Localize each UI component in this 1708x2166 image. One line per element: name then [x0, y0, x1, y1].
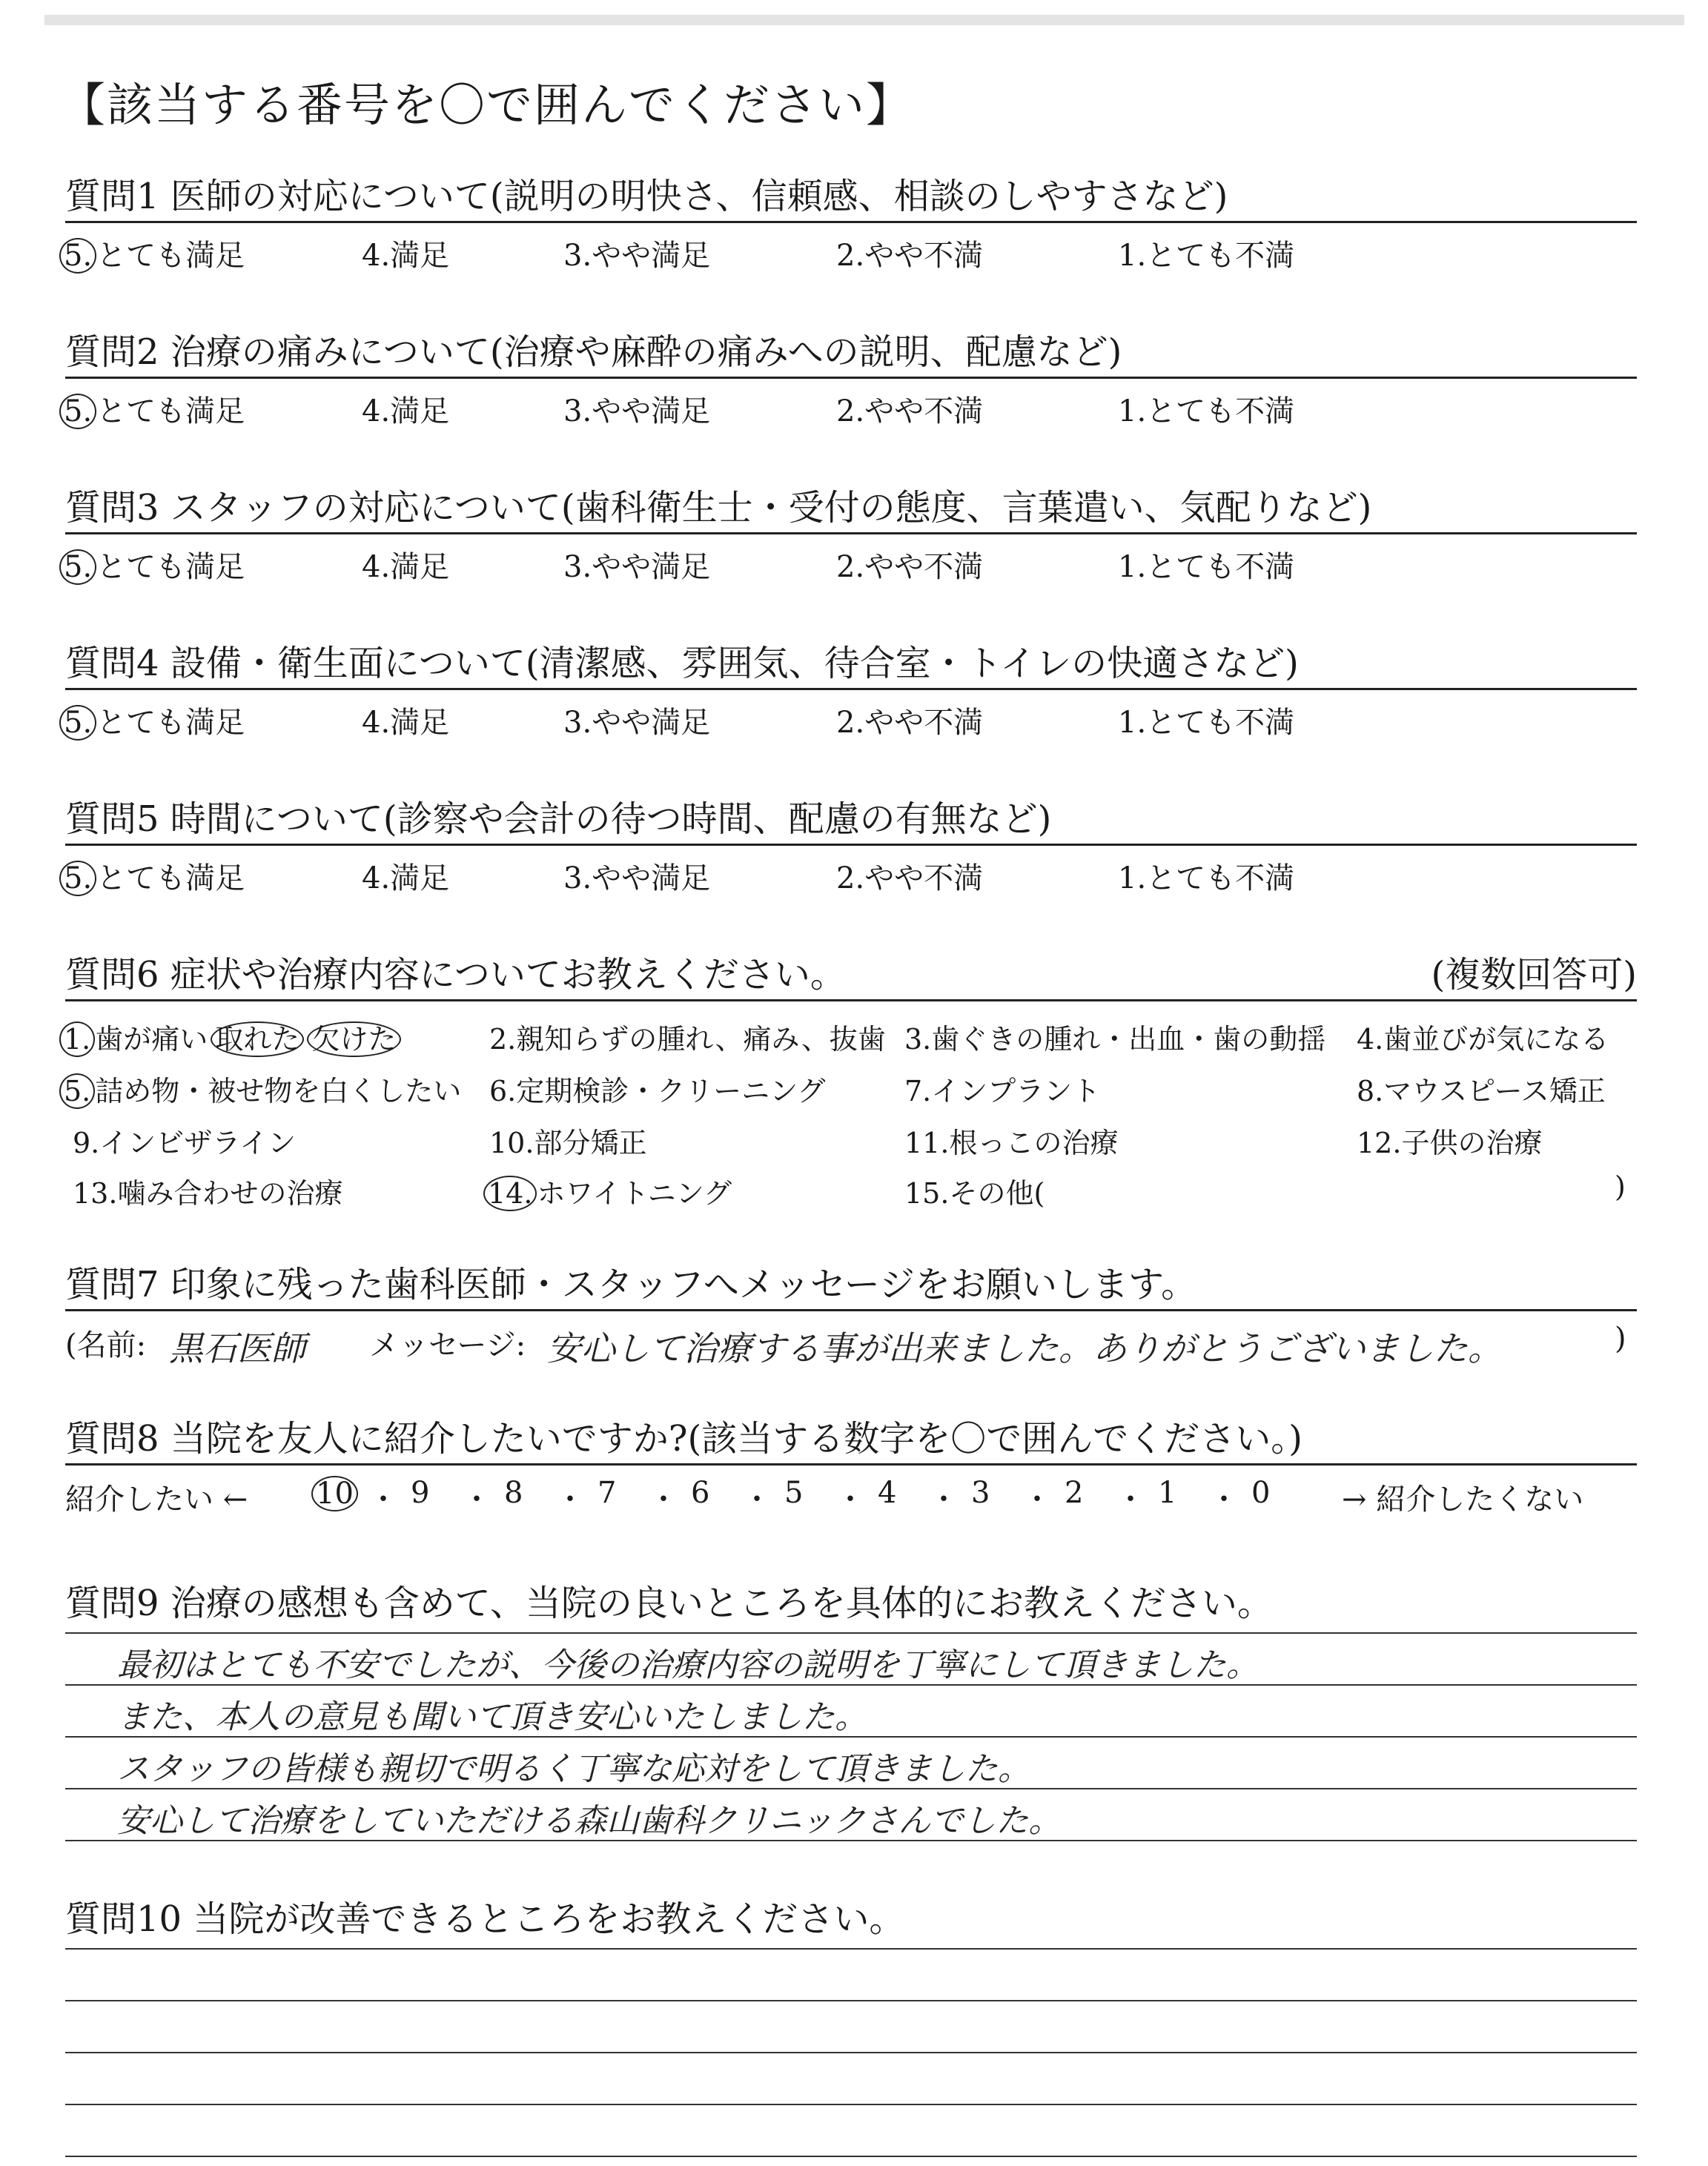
scale-value-2[interactable]: 2 [1065, 1476, 1084, 1510]
option-label: とても満足 [96, 861, 245, 895]
recommend-scale [65, 1465, 1637, 1525]
circle-mark: 5. [59, 394, 96, 429]
option-2[interactable]: 2.やや不満 [836, 550, 984, 584]
scale-right-label: → 紹介したくない [1342, 1483, 1584, 1517]
name-value[interactable]: 黒石医師 [169, 1328, 305, 1368]
option-4[interactable]: 4.満足 [362, 861, 450, 895]
option-num: 11. [904, 1127, 950, 1159]
option-1[interactable]: 1.とても不満 [1118, 706, 1295, 740]
q6-option-14[interactable] [489, 1170, 732, 1211]
rule-line [65, 1840, 1637, 1841]
scan-edge [44, 15, 1684, 25]
rule-line [65, 1736, 1637, 1738]
scale-dot: ・ [742, 1483, 772, 1517]
question-1-options [65, 223, 1637, 272]
option-3[interactable]: 3.やや満足 [563, 861, 711, 895]
option-num: 15. [904, 1177, 950, 1210]
option-label: とても満足 [96, 550, 245, 584]
question-4-options [65, 690, 1637, 739]
option-3[interactable]: 3.やや満足 [563, 550, 711, 584]
question-5-options [65, 846, 1637, 895]
rule-line [65, 1684, 1637, 1686]
scale-dot: ・ [835, 1483, 865, 1517]
circle-mark: 欠けた [307, 1021, 400, 1057]
question-9-title: 質問9 治療の感想も含めて、当院の良いところを具体的にお教えください。 [65, 1583, 1273, 1624]
option-label: 定期検診・クリーニング [516, 1075, 826, 1107]
option-3[interactable]: 3.やや満足 [563, 239, 711, 273]
scale-value-6[interactable]: 6 [691, 1476, 710, 1510]
option-5[interactable] [65, 699, 245, 741]
question-10-title: 質問10 当院が改善できるところをお教えください。 [65, 1898, 905, 1940]
name-label: (名前: [65, 1328, 147, 1362]
answer-line-2: また、本人の意見も聞いて頂き安心いたしました。 [117, 1698, 867, 1736]
question-4-title: 質問4 設備・衛生面について(清潔感、雰囲気、待合室・トイレの快適さなど) [65, 639, 1637, 690]
rule-line [65, 2052, 1637, 2053]
option-label: 歯が痛い [95, 1023, 208, 1056]
option-num: 10. [489, 1127, 534, 1159]
option-label: とても満足 [96, 239, 245, 273]
message-value[interactable]: 安心して治療する事が出来ました。ありがとうございました。 [547, 1328, 1502, 1368]
option-label: 子供の治療 [1401, 1127, 1543, 1159]
option-label: 部分矯正 [534, 1127, 647, 1159]
scale-dot: ・ [1209, 1483, 1239, 1517]
q6-option-11[interactable] [904, 1120, 1118, 1161]
question-1-title: 質問1 医師の対応について(説明の明快さ、信頼感、相談のしやすさなど) [65, 172, 1637, 223]
scale-value-4[interactable]: 4 [878, 1476, 897, 1510]
option-num: 2. [489, 1023, 517, 1056]
circle-mark: 5. [59, 238, 96, 274]
option-label: 歯ぐきの腫れ・出血・歯の動揺 [931, 1023, 1326, 1056]
question-9-answer-area[interactable] [65, 1628, 1637, 1850]
option-1[interactable]: 1.とても不満 [1118, 550, 1295, 584]
rule-line [65, 2000, 1637, 2001]
option-4[interactable]: 4.満足 [362, 550, 450, 584]
option-label: 詰め物・被せ物を白くしたい [95, 1075, 462, 1107]
option-label: 親知らずの腫れ、痛み、抜歯 [516, 1023, 886, 1056]
q6-option-13[interactable] [73, 1170, 342, 1211]
question-6-text: 質問6 症状や治療内容についてお教えください。 [65, 954, 846, 996]
rule-line [65, 1632, 1637, 1634]
q6-option-10[interactable] [489, 1120, 646, 1161]
q6-option-2[interactable] [489, 1016, 886, 1057]
scale-dot: ・ [555, 1483, 585, 1517]
option-1[interactable]: 1.とても不満 [1118, 394, 1295, 428]
option-num: 7. [904, 1075, 932, 1107]
question-2 [65, 328, 1637, 428]
scale-dot: ・ [929, 1483, 959, 1517]
option-label: インビザライン [99, 1127, 297, 1159]
option-4[interactable]: 4.満足 [362, 706, 450, 740]
q6-other-close-paren: ) [1615, 1170, 1626, 1203]
option-2[interactable]: 2.やや不満 [836, 239, 984, 273]
answer-line-1: 最初はとても不安でしたが、今後の治療内容の説明を丁寧にして頂きました。 [117, 1646, 1259, 1684]
q6-option-4[interactable] [1357, 1016, 1609, 1057]
circle-mark: 5. [59, 861, 96, 896]
option-num: 4. [1357, 1023, 1384, 1056]
option-label: その他( [949, 1177, 1045, 1210]
q6-option-15[interactable] [904, 1170, 1045, 1211]
scale-value-3[interactable]: 3 [971, 1476, 990, 1510]
q6-option-3[interactable] [904, 1016, 1325, 1057]
circle-mark: 取れた [211, 1021, 304, 1057]
circle-mark: 5. [59, 549, 96, 585]
question-10-answer-area[interactable] [65, 1944, 1637, 2166]
answer-line-3: スタッフの皆様も親切で明るく丁寧な応対をして頂きました。 [117, 1750, 1030, 1788]
circle-mark: 14. [483, 1176, 537, 1211]
scale-dot: ・ [368, 1483, 398, 1517]
option-5[interactable] [65, 543, 245, 586]
scale-value-10[interactable]: 10 [311, 1476, 358, 1511]
option-label: 根っこの治療 [949, 1127, 1119, 1159]
q6-option-1[interactable] [65, 1016, 401, 1057]
question-3-title: 質問3 スタッフの対応について(歯科衛生士・受付の態度、言葉遣い、気配りなど) [65, 483, 1637, 534]
scale-value-1[interactable]: 1 [1158, 1476, 1177, 1510]
option-1[interactable]: 1.とても不満 [1118, 861, 1295, 895]
question-6-title [65, 950, 1637, 1001]
scale-value-9[interactable]: 9 [411, 1476, 430, 1510]
question-9 [65, 1579, 1637, 1850]
option-label: とても満足 [96, 394, 245, 428]
question-7 [65, 1260, 1637, 1368]
q6-option-7[interactable] [904, 1068, 1100, 1109]
option-num: 13. [73, 1177, 118, 1210]
scale-left-label: 紹介したい ← [65, 1483, 248, 1517]
option-4[interactable]: 4.満足 [362, 394, 450, 428]
question-4 [65, 639, 1637, 739]
question-8-title: 質問8 当院を友人に紹介したいですか?(該当する数字を〇で囲んでください。) [65, 1414, 1637, 1465]
circle-mark: 5. [59, 1073, 95, 1109]
option-3[interactable]: 3.やや満足 [563, 706, 711, 740]
option-label: 歯並びが気になる [1383, 1023, 1609, 1056]
option-num: 6. [489, 1075, 517, 1107]
question-2-options [65, 379, 1637, 428]
option-2[interactable]: 2.やや不満 [836, 861, 984, 895]
question-5-title: 質問5 時間について(診察や会計の待つ時間、配慮の有無など) [65, 795, 1637, 846]
scale-value-8[interactable]: 8 [504, 1476, 523, 1510]
q6-option-6[interactable] [489, 1068, 826, 1109]
q6-option-12[interactable] [1357, 1120, 1542, 1161]
question-3 [65, 483, 1637, 583]
scale-value-0[interactable]: 0 [1251, 1476, 1271, 1510]
q6-option-5[interactable] [65, 1068, 461, 1109]
question-3-options [65, 534, 1637, 583]
question-1 [65, 172, 1637, 272]
scale-value-5[interactable]: 5 [784, 1476, 804, 1510]
option-3[interactable]: 3.やや満足 [563, 394, 711, 428]
option-2[interactable]: 2.やや不満 [836, 394, 984, 428]
question-10 [65, 1895, 1637, 2166]
option-5[interactable] [65, 855, 245, 897]
question-7-answer [65, 1311, 1637, 1368]
rule-line [65, 1948, 1637, 1950]
option-num: 9. [73, 1127, 100, 1159]
option-label: マウスピース矯正 [1383, 1075, 1606, 1107]
option-label: インプラント [931, 1075, 1101, 1107]
answer-line-4: 安心して治療をしていただける森山歯科クリニックさんでした。 [117, 1802, 1062, 1840]
option-4[interactable]: 4.満足 [362, 239, 450, 273]
rule-line [65, 2156, 1637, 2157]
option-label: ホワイトニング [537, 1177, 732, 1210]
question-2-title: 質問2 治療の痛みについて(治療や麻酔の痛みへの説明、配慮など) [65, 328, 1637, 379]
option-label: 噛み合わせの治療 [117, 1177, 343, 1210]
scale-dot: ・ [462, 1483, 491, 1517]
scale-dot: ・ [1022, 1483, 1052, 1517]
question-5 [65, 795, 1637, 895]
option-5[interactable] [65, 388, 245, 430]
option-label: とても満足 [96, 706, 245, 740]
scale-value-7[interactable]: 7 [598, 1476, 617, 1510]
rule-line [65, 1788, 1637, 1789]
option-2[interactable]: 2.やや不満 [836, 706, 984, 740]
question-6-note: (複数回答可) [1431, 954, 1637, 996]
q6-option-8[interactable] [1357, 1068, 1606, 1109]
question-8 [65, 1414, 1637, 1525]
option-1[interactable]: 1.とても不満 [1118, 239, 1295, 273]
question-6-options [65, 1001, 1637, 1209]
option-num: 8. [1357, 1075, 1384, 1107]
option-num: 3. [904, 1023, 932, 1056]
question-6 [65, 950, 1637, 1209]
scale-marks [317, 1465, 1340, 1525]
option-5[interactable] [65, 232, 245, 274]
option-num: 12. [1357, 1127, 1402, 1159]
message-close-paren: ) [1615, 1322, 1626, 1356]
question-7-title: 質問7 印象に残った歯科医師・スタッフへメッセージをお願いします。 [65, 1260, 1637, 1311]
scale-dot: ・ [649, 1483, 678, 1517]
circle-mark: 1. [59, 1021, 95, 1057]
message-label: メッセージ: [369, 1328, 526, 1362]
circle-mark: 5. [59, 705, 96, 741]
scale-dot: ・ [1116, 1483, 1145, 1517]
rule-line [65, 2104, 1637, 2105]
q6-option-9[interactable] [73, 1120, 296, 1161]
page-title: 【該当する番号を〇で囲んでください】 [59, 78, 914, 132]
